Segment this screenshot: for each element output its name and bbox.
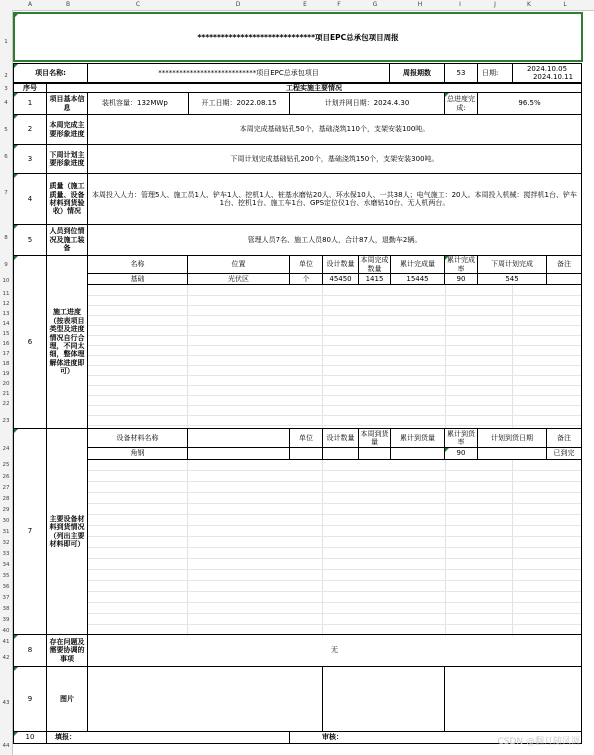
row-44[interactable]: 44 [2, 743, 10, 749]
col-k[interactable]: K [527, 1, 531, 8]
r1-label: 项目基本信息 [46, 92, 88, 115]
r7-h-remark: 备注 [546, 428, 582, 448]
row-8[interactable]: 8 [4, 235, 8, 241]
fill-label: 填报： [46, 731, 290, 744]
r8-label: 存在问题及需要协调的事项 [46, 634, 88, 667]
r6-unit[interactable]: 个 [289, 273, 323, 285]
r7-label: 主要设备材料到货情况（列出主要材料即可） [46, 428, 88, 635]
row-25[interactable]: 25 [2, 462, 10, 468]
col-h[interactable]: H [417, 1, 423, 8]
comment-marker[interactable] [14, 174, 18, 178]
r7-h-unit: 单位 [289, 428, 323, 448]
r7-h-plan-date: 计划到货日期 [477, 428, 547, 448]
row-32[interactable]: 32 [2, 540, 10, 546]
seq-label: 序号 [13, 83, 47, 93]
date-label: 日期: [477, 63, 513, 83]
r1-num: 1 [13, 92, 47, 115]
r9-photo-3[interactable] [444, 666, 582, 732]
r1-progress-label: 总进度完成: [444, 92, 478, 115]
r6-h-design-qty: 设计数量 [322, 255, 359, 274]
row-34[interactable]: 34 [2, 562, 10, 568]
row-37[interactable]: 37 [2, 595, 10, 601]
date-range[interactable] [512, 63, 582, 83]
row-6[interactable]: 6 [4, 154, 8, 160]
r6-empty-area[interactable] [87, 284, 582, 429]
comment-marker[interactable] [14, 429, 18, 433]
r3-num: 3 [13, 144, 47, 174]
r2-num: 2 [13, 114, 47, 145]
r6-h-remark: 备注 [546, 255, 582, 274]
row-11[interactable]: 11 [2, 291, 10, 297]
row-2[interactable]: 2 [4, 73, 8, 79]
r8-num: 8 [13, 634, 47, 667]
r7-rate[interactable]: 90 [444, 447, 478, 460]
row-43[interactable]: 43 [2, 700, 10, 706]
comment-marker[interactable] [14, 64, 18, 68]
r7-empty-area[interactable] [87, 459, 582, 635]
review-label: 审核： [289, 731, 582, 744]
row-19[interactable]: 19 [2, 371, 10, 377]
report-title: ******************************项目EPC总承包项目周报 [197, 32, 399, 42]
r5-text[interactable]: 管理人员7名、施工人员80人，合计87人，退勤车2辆。 [87, 224, 582, 256]
r3-text[interactable]: 下周计划完成基础钻孔200个，基础浇筑150个，支架安装300吨。 [87, 144, 582, 174]
row-28[interactable]: 28 [2, 496, 10, 502]
r7-material[interactable]: 角钢 [87, 447, 188, 460]
col-f[interactable]: F [337, 1, 341, 8]
row-21[interactable]: 21 [2, 391, 10, 397]
r6-h-location: 位置 [187, 255, 290, 274]
row-41[interactable]: 41 [2, 639, 10, 645]
r10-num: 10 [13, 731, 47, 744]
r6-rate[interactable]: 90 [444, 273, 478, 285]
col-d[interactable]: D [235, 1, 241, 8]
row-9[interactable]: 9 [4, 262, 8, 268]
column-header-bar [0, 0, 594, 11]
comment-marker[interactable] [14, 256, 18, 260]
r6-num: 6 [13, 255, 47, 429]
row-20[interactable]: 20 [2, 381, 10, 387]
comment-marker[interactable] [14, 115, 18, 119]
week-value[interactable]: 53 [444, 63, 478, 83]
r4-text[interactable]: 本周投入人力：管理5人、施工员1人、铲车1人、挖机1人、桩基水磨钻20人、环水保10人、一共38人；电气施工：20人。本周投入机械：搅拌机1台、铲车1台、挖机1台、施工车1台、GPS定位仪1台、水磨钻10台、无人机两台。 [87, 173, 582, 225]
row-24[interactable]: 24 [2, 446, 10, 452]
r6-cumulative[interactable]: 15445 [390, 273, 445, 285]
row-39[interactable]: 39 [2, 617, 10, 623]
week-label: 周报期数 [389, 63, 445, 83]
row-5[interactable]: 5 [4, 127, 8, 133]
comment-marker[interactable] [445, 93, 449, 97]
row-10[interactable]: 10 [2, 278, 10, 284]
col-g[interactable]: G [372, 1, 378, 8]
r6-h-next-plan: 下周计划完成 [477, 255, 547, 274]
comment-marker[interactable] [14, 93, 18, 97]
col-c[interactable]: C [135, 1, 141, 8]
row-33[interactable]: 33 [2, 551, 10, 557]
date-start: 2024.10.05 [526, 64, 568, 73]
r6-h-rate: 累计完成率 [444, 255, 478, 274]
row-7[interactable]: 7 [4, 190, 8, 196]
col-a[interactable]: A [27, 1, 33, 8]
r7-num: 7 [13, 428, 47, 635]
row-17[interactable]: 17 [2, 351, 10, 357]
r6-next-plan[interactable]: 545 [477, 273, 547, 285]
r6-week-done[interactable]: 1415 [358, 273, 391, 285]
col-i[interactable]: I [459, 1, 461, 8]
r7-h-cumulative: 累计到货量 [390, 428, 445, 448]
r9-num: 9 [13, 666, 47, 732]
r7-h-material: 设备材料名称 [87, 428, 188, 448]
row-23[interactable]: 23 [2, 418, 10, 424]
r7-h-week-arrived: 本周到货量 [358, 428, 391, 448]
col-l[interactable]: L [563, 1, 567, 8]
row-14[interactable]: 14 [2, 321, 10, 327]
project-label: 项目名称: [13, 63, 88, 83]
section-title: 工程实施主要情况 [46, 83, 582, 93]
comment-marker[interactable] [14, 225, 18, 229]
r7-h-blank [187, 428, 290, 448]
col-b[interactable]: B [65, 1, 71, 8]
row-29[interactable]: 29 [2, 507, 10, 513]
r6-name[interactable]: 基础 [87, 273, 188, 285]
row-30[interactable]: 30 [2, 518, 10, 524]
r8-text[interactable]: 无 [87, 634, 582, 667]
row-13[interactable]: 13 [2, 311, 10, 317]
col-e[interactable]: E [303, 1, 307, 8]
r6-h-cumulative: 累计完成量 [390, 255, 445, 274]
comment-marker[interactable] [14, 635, 18, 639]
r6-h-name: 名称 [87, 255, 188, 274]
r1-progress-value[interactable]: 96.5% [477, 92, 582, 115]
col-j[interactable]: J [494, 1, 496, 8]
row-4[interactable]: 4 [4, 100, 8, 106]
r2-text[interactable]: 本周完成基础钻孔50个，基础浇筑110个，支架安装100吨。 [87, 114, 582, 145]
comment-marker[interactable] [14, 732, 18, 736]
row-36[interactable]: 36 [2, 584, 10, 590]
row-1[interactable]: 1 [4, 39, 8, 45]
comment-marker[interactable] [14, 14, 18, 18]
comment-marker[interactable] [445, 448, 449, 452]
r9-photo-1[interactable] [87, 666, 323, 732]
comment-marker[interactable] [14, 145, 18, 149]
r9-label: 图片 [46, 666, 88, 732]
row-16[interactable]: 16 [2, 341, 10, 347]
r6-location[interactable]: 光伏区 [187, 273, 290, 285]
r7-remark[interactable]: 已到完 [546, 447, 582, 460]
r1-start-date[interactable]: 开工日期：2022.08.15 [188, 92, 290, 115]
r3-label: 下周计划主要形象进度 [46, 144, 88, 174]
row-31[interactable]: 31 [2, 529, 10, 535]
r4-num: 4 [13, 173, 47, 225]
r6-h-week-done: 本周完成数量 [358, 255, 391, 274]
row-38[interactable]: 38 [2, 606, 10, 612]
r2-label: 本周完成主要形象进度 [46, 114, 88, 145]
r6-design-qty[interactable]: 45450 [322, 273, 359, 285]
row-15[interactable]: 15 [2, 331, 10, 337]
r6-h-unit: 单位 [289, 255, 323, 274]
r7-h-design-qty: 设计数量 [322, 428, 359, 448]
r1-capacity[interactable]: 装机容量：132MWp [87, 92, 189, 115]
row-12[interactable]: 12 [2, 301, 10, 307]
row-40[interactable]: 40 [2, 628, 10, 634]
row-18[interactable]: 18 [2, 361, 10, 367]
comment-marker[interactable] [14, 667, 18, 671]
date-end: 2024.10.11 [532, 73, 574, 81]
watermark: CSDN @翻月随风调 [497, 737, 580, 747]
comment-marker[interactable] [445, 256, 449, 260]
r1-plan-grid-date[interactable]: 计划并网日期：2024.4.30 [289, 92, 445, 115]
r9-photo-2[interactable] [322, 666, 445, 732]
r5-num: 5 [13, 224, 47, 256]
row-42[interactable]: 42 [2, 655, 10, 661]
r6-label: 施工进度（按表项目类型及进度情况自行合理，不同太细，整体理解体进度即可） [46, 255, 88, 429]
row-3[interactable]: 3 [4, 86, 8, 92]
row-26[interactable]: 26 [2, 474, 10, 480]
r7-h-rate: 累计到货率 [444, 428, 478, 448]
project-value[interactable]: ****************************项目EPC总承包项目 [87, 63, 390, 83]
row-35[interactable]: 35 [2, 573, 10, 579]
r4-label: 质量（施工质量、设备材料到货验收）情况 [46, 173, 88, 225]
row-27[interactable]: 27 [2, 485, 10, 491]
r5-label: 人员到位情况及施工装备 [46, 224, 88, 256]
row-22[interactable]: 22 [2, 401, 10, 407]
row-header-bar [0, 10, 13, 755]
